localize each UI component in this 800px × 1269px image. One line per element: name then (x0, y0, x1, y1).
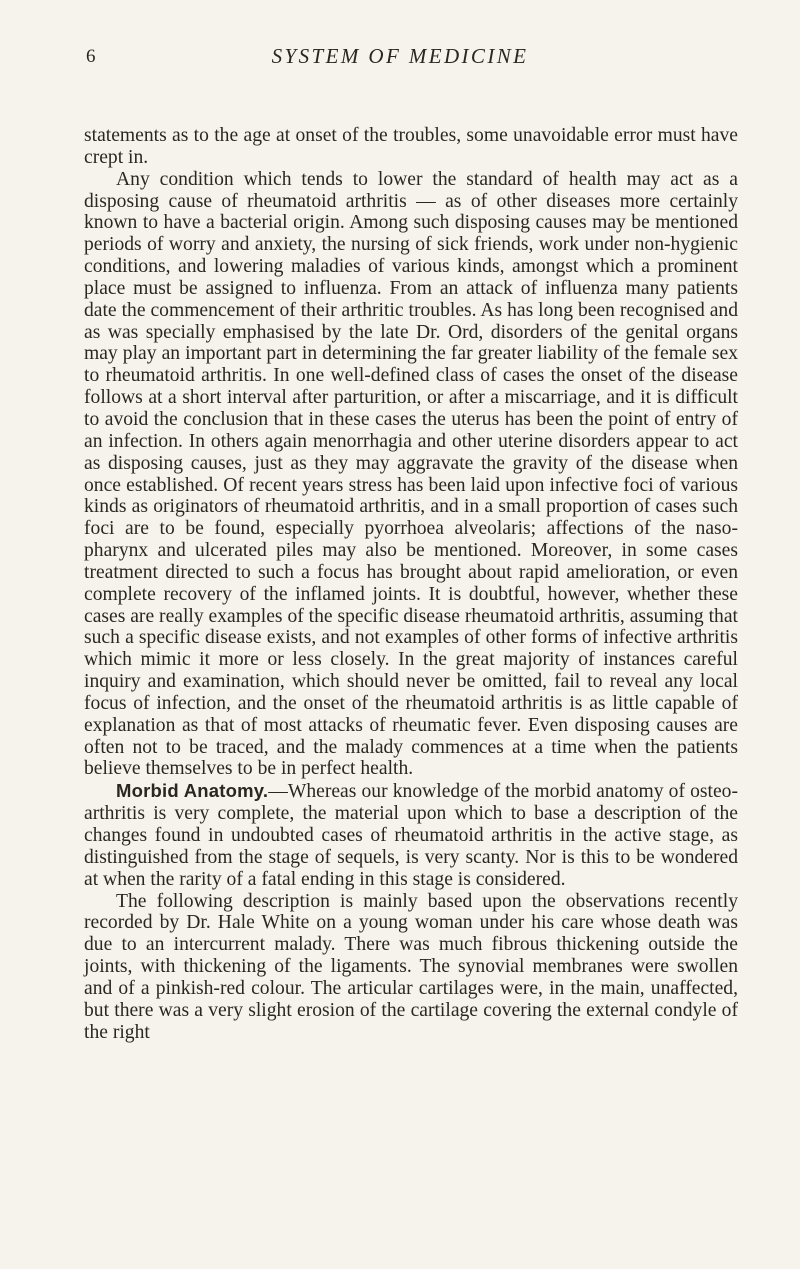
body-text (84, 125, 738, 1043)
section-heading-morbid-anatomy: Morbid Anatomy. (116, 780, 269, 802)
running-head: SYSTEM OF MEDICINE (271, 44, 529, 68)
page-number: 6 (86, 46, 97, 67)
paragraph-description: The following description is mainly based upon the observations recently recorded by Dr. Hale White on a young woman under his care whose death was due to an intercurrent malady. There was much fibrous thickening outside the joints, with thickening of the ligaments. The synovial membranes were swollen and of a pinkish-red colour. The articular cartilages were, in the main, unaffected, but there was a very slight erosion of the cartilage covering the external condyle of the right (84, 890, 738, 1043)
paragraph-morbid-anatomy (84, 780, 738, 890)
paragraph-disposing-causes: Any condition which tends to lower the standard of health may act as a disposing cause of rheumatoid arthritis — as of other diseases more certainly known to have a bacterial origin. Among such disposing causes may be mentioned periods of worry and anxiety, the nursing of sick friends, work under non-hygienic conditions, and lowering maladies of various kinds, amongst which a prominent place must be assigned to influenza. From an attack of influenza many patients date the commencement of their arthritic troubles. As has long been recognised and as was specially emphasised by the late Dr. Ord, disorders of the genital organs may play an important part in determining the far greater liability of the female sex to rheumatoid arthritis. In one well-defined class of cases the onset of the disease follows at a short interval after parturition, or after a miscarriage, and it is difficult to avoid the conclusion that in these cases the uterus has been the point of entry of an infection. In others again menorrhagia and other uterine disorders appear to act as disposing causes, just as they may aggravate the gravity of the disease when once established. Of recent years stress has been laid upon infective foci of various kinds as originators of rheumatoid arthritis, and in a small proportion of cases such foci are to be found, especially pyorrhoea alveolaris; affections of the naso-pharynx and ulcerated piles may also be mentioned. Moreover, in some cases treatment directed to such a focus has brought about rapid amelioration, or even complete recovery of the inflamed joints. It is doubtful, however, whether these cases are really examples of the specific disease rheumatoid arthritis, assuming that such a specific disease exists, and not examples of other forms of infective arthritis which mimic it more or less closely. In the great majority of instances careful inquiry and examination, which should never be omitted, fail to reveal any local focus of infection, and the onset of the rheumatoid arthritis is as little capable of explanation as that of most attacks of rheumatic fever. Even disposing causes are often not to be traced, and the malady commences at a time when the patients believe themselves to be in perfect health. (84, 168, 738, 780)
paragraph-continued: statements as to the age at onset of the troubles, some unavoidable error must have crept in. (84, 125, 738, 168)
paragraph-morbid-anatomy-text: —Whereas our knowledge of the morbid anatomy of osteo-arthritis is very complete, the material upon which to base a description of the changes found in undoubted cases of rheumatoid arthritis in the active stage, as distinguished from the stage of sequels, is very scanty. Nor is this to be wondered at when the rarity of a fatal ending in this stage is considered. (84, 781, 738, 890)
